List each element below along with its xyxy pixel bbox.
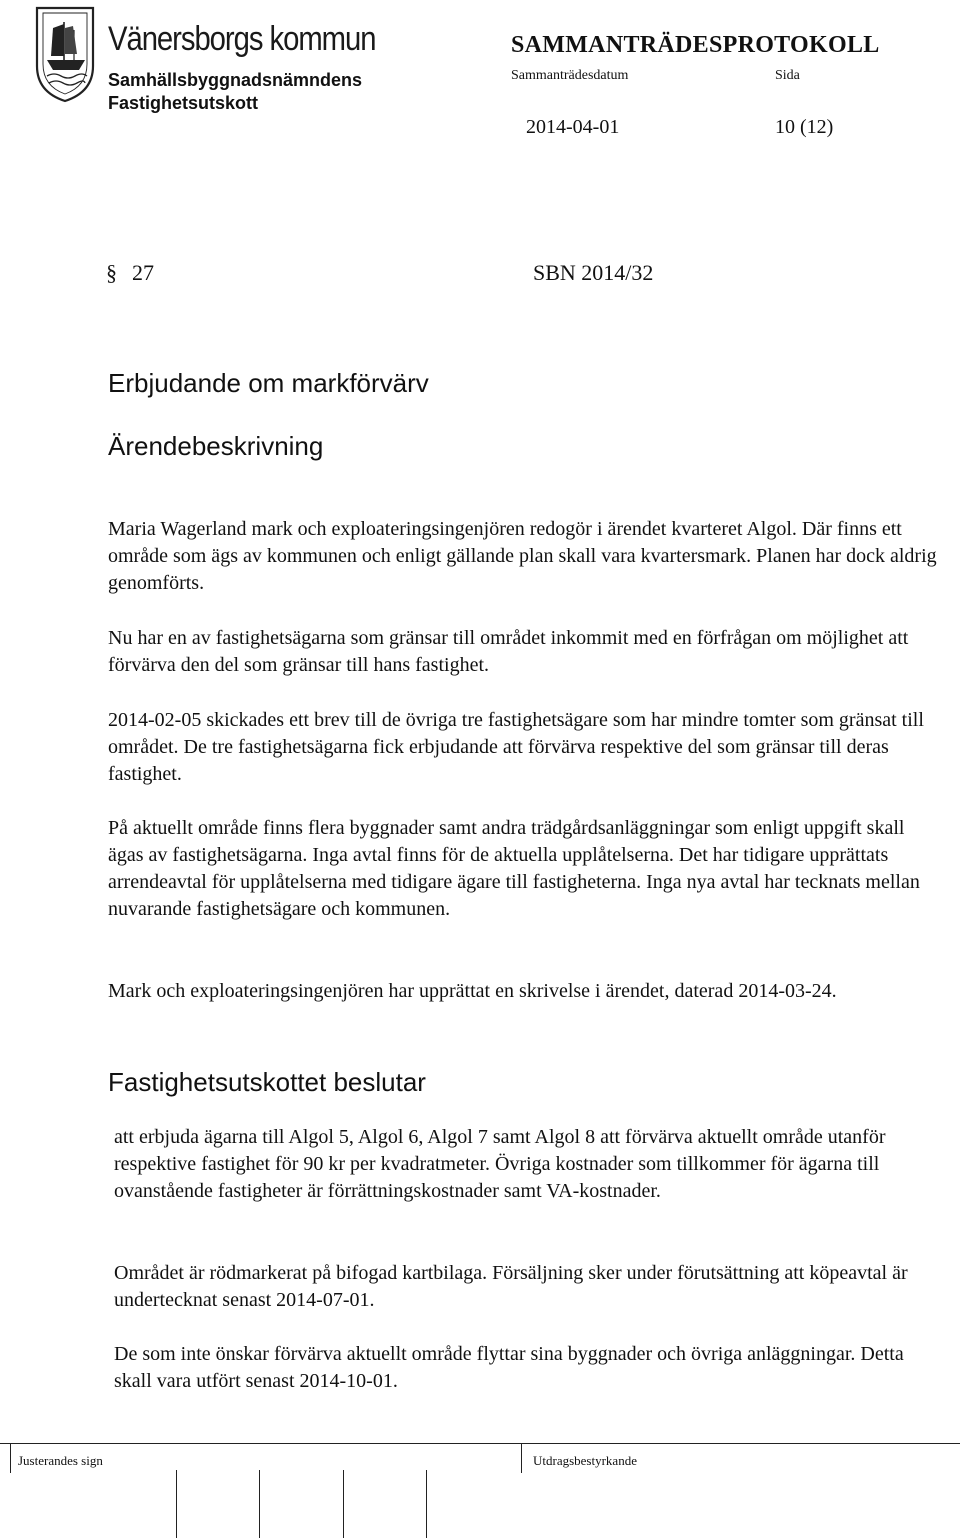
description-paragraph: Nu har en av fastighetsägarna som gränsar till området inkommit med en förfrågan om möjlighet att förvärva den del som gränsar till hans fastighet.	[108, 627, 909, 676]
decision-paragraph: att erbjuda ägarna till Algol 5, Algol 6, Algol 7 samt Algol 8 att förvärva aktuellt område utanför respektive fastighet för 90 kr per kvadratmeter. Övriga kostnader som tillkommer för ägarna till ovanstående fastigheter är förrättningskostnader samt VA-kostnader.	[114, 1126, 886, 1202]
decision-paragraph: De som inte önskar förvärva aktuellt område flyttar sina byggnader och övriga anläggningar. Detta skall vara utfört senast 2014-10-01.	[114, 1343, 904, 1392]
extract-certification-label: Utdragsbestyrkande	[533, 1453, 637, 1468]
page-label: Sida	[775, 68, 800, 83]
committee-name: Samhällsbyggnadsnämndens	[108, 70, 363, 90]
signature-box-divider	[343, 1470, 344, 1538]
meeting-date-label: Sammanträdesdatum	[511, 68, 629, 83]
description-paragraph: Maria Wagerland mark och exploateringsingenjören redogör i ärendet kvarteret Algol. Där finns ett område som ägs av kommunen och enligt gällande plan skall vara kvartersmark. Planen har dock aldrig genomförts.	[108, 518, 937, 594]
description-paragraph: Mark och exploateringsingenjören har upprättat en skrivelse i ärendet, daterad 2014-03-24.	[108, 980, 837, 1002]
case-title: Erbjudande om markförvärv	[108, 368, 429, 398]
document-type: SAMMANTRÄDESPROTOKOLL	[511, 32, 880, 58]
subcommittee-name: Fastighetsutskott	[108, 93, 259, 113]
section-mark: §	[106, 260, 117, 285]
justification-signature-label: Justerandes sign	[18, 1453, 103, 1468]
case-reference: SBN 2014/32	[533, 260, 654, 285]
footer-divider	[10, 1443, 11, 1473]
footer-divider	[0, 1443, 960, 1444]
signature-box-divider	[176, 1470, 177, 1538]
decision-paragraph: Området är rödmarkerat på bifogad kartbilaga. Försäljning sker under förutsättning att köpeavtal är undertecknat senast 2014-07-01.	[114, 1262, 908, 1311]
description-heading: Ärendebeskrivning	[108, 431, 324, 461]
signature-box-divider	[426, 1470, 427, 1538]
page-number: 10 (12)	[775, 116, 834, 138]
signature-box-divider	[259, 1470, 260, 1538]
municipality-crest-icon	[33, 4, 97, 104]
meeting-date: 2014-04-01	[526, 116, 620, 138]
municipality-name: Vänersborgs kommun	[108, 20, 376, 58]
description-paragraph: 2014-02-05 skickades ett brev till de övriga tre fastighetsägare som har mindre tomter som gränsat till området. De tre fastighetsägarna fick erbjudande att förvärva respektive del som gränsar till deras fastighet.	[108, 709, 924, 785]
description-paragraph: På aktuellt område finns flera byggnader samt andra trädgårdsanläggningar som enligt uppgift skall ägas av fastighetsägarna. Inga avtal finns för de aktuella upplåtelserna. Det har tidigare upprättats arrendeavtal för upplåtelserna med tidigare ägare till fastigheterna. Inga nya avtal har tecknats mellan nuvarande fastighetsägare och kommunen.	[108, 817, 920, 920]
decision-heading: Fastighetsutskottet beslutar	[108, 1067, 426, 1097]
footer-divider	[521, 1443, 522, 1473]
case-number: 27	[132, 260, 154, 285]
